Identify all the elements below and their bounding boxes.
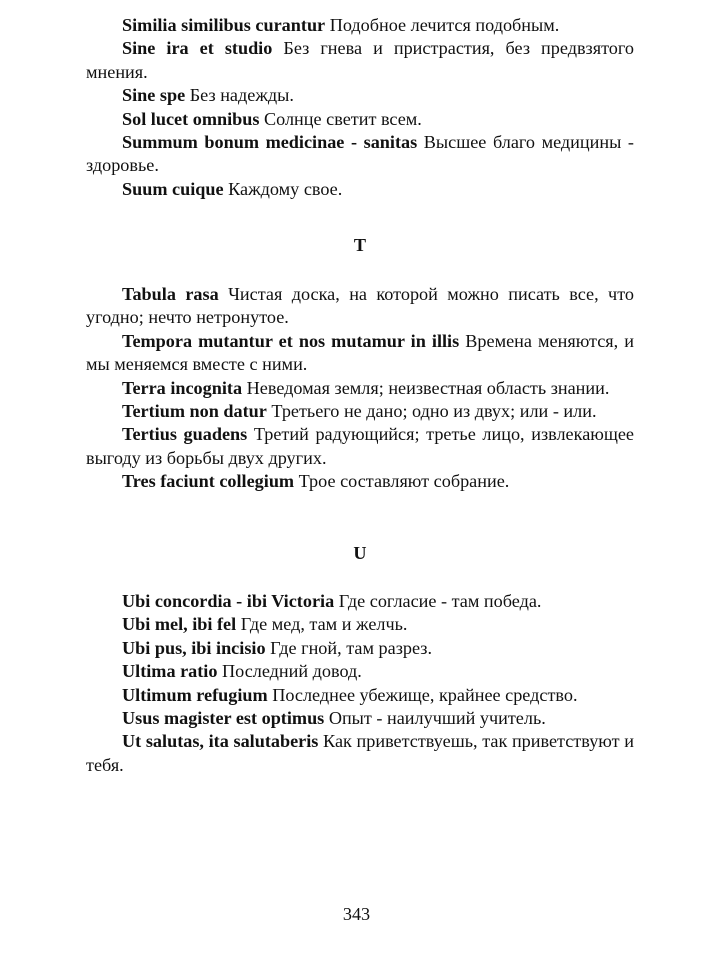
entry xyxy=(86,131,634,178)
entry-term: Ubi pus, ibi incisio xyxy=(122,637,266,658)
section-heading-t: T xyxy=(353,235,367,255)
entry-definition: Чистая доска, на которой можно писать все, что угодно; нечто нетронутое. xyxy=(86,284,634,328)
entry-term: Ultima ratio xyxy=(122,661,218,682)
entry xyxy=(86,178,634,201)
entry-term: Usus magister est optimus xyxy=(122,708,325,729)
entry-definition: Солнце светит всем. xyxy=(264,108,422,129)
entry xyxy=(86,730,634,777)
section-s xyxy=(86,14,634,201)
entry-term: Ut salutas, ita salutaberis xyxy=(122,731,319,752)
entry-definition: Последний довод. xyxy=(222,661,362,682)
entry-definition: Каждому свое. xyxy=(228,178,343,199)
entry xyxy=(86,37,634,84)
entry-definition: Где согласие - там победа. xyxy=(338,591,542,611)
page-number: 343 xyxy=(342,904,371,924)
section-heading-u: U xyxy=(353,543,367,563)
section-u xyxy=(86,590,634,777)
entry xyxy=(86,423,634,470)
entry xyxy=(86,84,634,107)
entry-term: Suum cuique xyxy=(122,178,224,199)
entry-definition: Последнее убежище, крайнее средство. xyxy=(272,684,578,705)
entry xyxy=(86,590,634,613)
entry-term: Ubi concordia - ibi Victoria xyxy=(122,591,335,611)
entry-term: Ultimum refugium xyxy=(122,684,268,705)
entry-definition: Подобное лечится подобным. xyxy=(329,15,560,35)
section-t xyxy=(86,283,634,494)
entry xyxy=(86,14,634,37)
entry-term: Tertius guadens xyxy=(122,424,248,445)
entry-term: Tabula rasa xyxy=(122,284,219,304)
entry-definition: Третьего не дано; одно из двух; или - или. xyxy=(271,401,597,422)
entry-definition: Трое составляют собрание. xyxy=(298,471,510,492)
entry xyxy=(86,613,634,636)
entry-definition: Как приветствуешь, так приветствуют и тебя. xyxy=(86,731,635,775)
entry-term: Ubi mel, ibi fel xyxy=(122,614,237,635)
entry xyxy=(86,684,634,707)
entry xyxy=(86,283,634,330)
entry-definition: Где гной, там разрез. xyxy=(270,637,432,658)
entry-term: Summum bonum medicinae - sanitas xyxy=(122,132,418,153)
entry-definition: Без гнева и пристрастия, без предвзятого мнения. xyxy=(86,38,635,82)
entry-term: Terra incognita xyxy=(122,377,243,398)
entry-definition: Времена меняются, и мы меняемся вместе с ними. xyxy=(86,330,635,375)
entry-term: Tres faciunt collegium xyxy=(122,471,295,492)
entry-term: Tertium non datur xyxy=(122,401,267,422)
entry xyxy=(86,470,634,493)
entry-definition: Опыт - наилучший учитель. xyxy=(328,708,546,729)
entry xyxy=(86,108,634,131)
entry-definition: Третий радующийся; третье лицо, извлекающее выгоду из борьбы двух других. xyxy=(86,424,635,468)
entry-definition: Где мед, там и желчь. xyxy=(240,614,408,635)
entry xyxy=(86,660,634,683)
entry xyxy=(86,330,634,377)
entry-term: Similia similibus curantur xyxy=(122,15,326,35)
entry-term: Sol lucet omnibus xyxy=(122,108,260,129)
entry xyxy=(86,377,634,400)
entry xyxy=(86,400,634,423)
entry-definition: Неведомая земля; неизвестная область знании. xyxy=(246,377,610,398)
entry-definition: Без надежды. xyxy=(189,85,294,106)
entry-definition: Высшее благо медицины - здоровье. xyxy=(86,132,634,176)
entry xyxy=(86,707,634,730)
entry-term: Tempora mutantur et nos mutamur in illis xyxy=(122,330,460,351)
entry-term: Sine spe xyxy=(122,85,186,106)
entry-term: Sine ira et studio xyxy=(122,38,273,59)
entry xyxy=(86,637,634,660)
